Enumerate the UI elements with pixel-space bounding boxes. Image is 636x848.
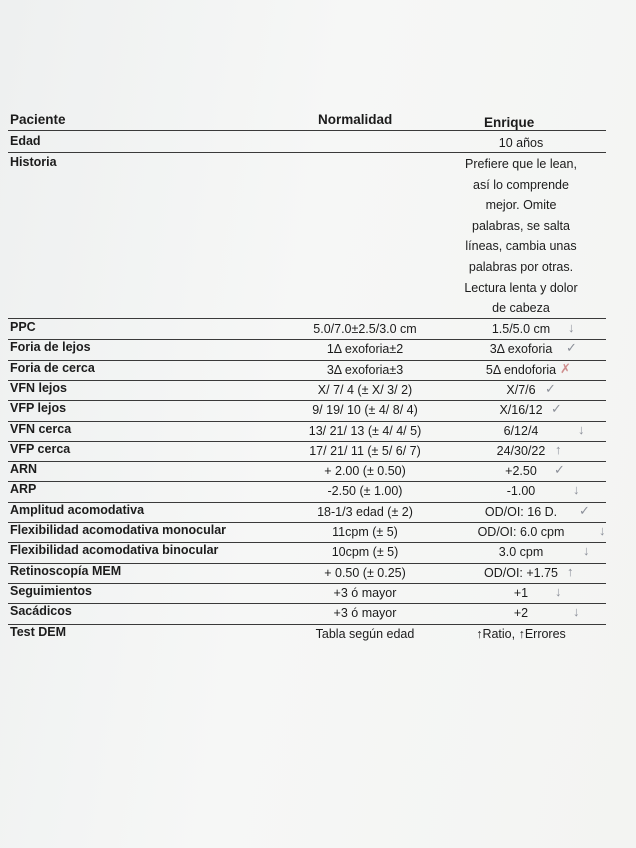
row-value: 1.5/5.0 cm xyxy=(491,322,551,336)
header-normalidad: Normalidad xyxy=(318,112,393,127)
row-rule xyxy=(8,380,606,381)
row-normal: + 0.50 (± 0.25) xyxy=(324,565,406,580)
row-label: Foria de cerca xyxy=(10,360,95,375)
arrow-up-mark: ↑ xyxy=(555,441,562,457)
historia-line: palabras por otras. xyxy=(468,259,574,274)
row-label: VFN lejos xyxy=(10,380,67,395)
check-mark: ✓ xyxy=(545,380,556,396)
row-value: 6/12/4 xyxy=(503,423,539,438)
row-rule xyxy=(8,461,606,462)
row-normal: 10cpm (± 5) xyxy=(331,545,399,560)
row-rule xyxy=(8,603,606,604)
row-rule xyxy=(8,481,606,482)
row-rule xyxy=(8,421,606,422)
row-normal: +3 ó mayor xyxy=(333,606,397,621)
row-normal: + 2.00 (± 0.50) xyxy=(324,464,406,479)
arrow-down-mark: ↓ xyxy=(555,583,562,599)
historia-line: palabras, se salta xyxy=(472,218,570,233)
row-label: VFP cerca xyxy=(10,441,71,456)
row-rule xyxy=(8,441,606,442)
row-value: 3Δ exoforia xyxy=(489,342,553,357)
row-rule xyxy=(8,152,606,153)
row-value: X/7/6 xyxy=(506,382,536,397)
row-value: OD/OI: 6.0 cpm xyxy=(477,525,565,539)
arrow-up-mark: ↑ xyxy=(567,563,574,579)
header-paciente: Paciente xyxy=(10,112,66,127)
row-label: Flexibilidad acomodativa monocular xyxy=(10,523,227,537)
row-normal: -2.50 (± 1.00) xyxy=(327,484,403,499)
historia-line: mejor. Omite xyxy=(485,198,557,213)
row-label: Retinoscopía MEM xyxy=(10,563,122,578)
row-label: Sacádicos xyxy=(10,604,72,619)
row-value: X/16/12 xyxy=(499,403,543,418)
row-normal: Tabla según edad xyxy=(315,626,415,641)
row-rule xyxy=(8,624,606,625)
row-value: +1 xyxy=(513,585,529,600)
historia-line: de cabeza xyxy=(492,301,550,316)
check-mark: ✓ xyxy=(554,462,565,478)
row-label: ARN xyxy=(10,462,38,477)
row-label: Historia xyxy=(10,155,57,169)
row-label: PPC xyxy=(10,320,36,334)
row-value: 10 años xyxy=(498,136,544,150)
row-rule xyxy=(8,318,606,319)
row-label: Test DEM xyxy=(10,624,67,639)
row-label: VFN cerca xyxy=(10,421,72,436)
arrow-down-mark: ↓ xyxy=(573,482,580,498)
row-rule xyxy=(8,360,606,361)
row-value: OD/OI: 16 D. xyxy=(484,504,558,519)
header-rule xyxy=(8,130,606,131)
check-mark: ✓ xyxy=(579,502,590,518)
row-normal: 1Δ exoforia±2 xyxy=(326,342,404,357)
row-value: 5Δ endoforia xyxy=(485,362,557,377)
row-value: OD/OI: +1.75 xyxy=(484,565,558,580)
row-label: Amplitud acomodativa xyxy=(10,502,145,517)
header-enrique: Enrique xyxy=(484,115,535,130)
row-label: Flexibilidad acomodativa binocular xyxy=(10,543,219,558)
check-mark: ✓ xyxy=(551,401,562,417)
arrow-down-mark: ↓ xyxy=(578,421,585,437)
row-normal: +3 ó mayor xyxy=(333,585,397,600)
row-value: 3.0 cpm xyxy=(498,545,544,560)
row-rule xyxy=(8,339,606,340)
row-normal: 13/ 21/ 13 (± 4/ 4/ 5) xyxy=(308,423,422,438)
row-normal: X/ 7/ 4 (± X/ 3/ 2) xyxy=(317,382,413,397)
historia-line: líneas, cambia unas xyxy=(465,239,577,254)
row-label: Foria de lejos xyxy=(10,340,91,355)
cross-mark: ✗ xyxy=(560,360,571,376)
row-normal: 5.0/7.0±2.5/3.0 cm xyxy=(313,322,417,336)
row-value: ↑Ratio, ↑Errores xyxy=(476,626,566,641)
row-value: +2 xyxy=(513,606,529,621)
arrow-down-mark: ↓ xyxy=(568,320,575,335)
row-label: Seguimientos xyxy=(10,583,92,598)
row-label: ARP xyxy=(10,482,37,497)
row-normal: 18-1/3 edad (± 2) xyxy=(317,504,413,519)
table-header xyxy=(0,108,636,130)
row-normal: 11cpm (± 5) xyxy=(332,525,398,539)
row-value: -1.00 xyxy=(506,484,536,499)
historia-line: Prefiere que le lean, xyxy=(465,157,577,171)
historia-line: así lo comprende xyxy=(473,177,569,192)
row-value: 24/30/22 xyxy=(496,443,546,458)
historia-line: Lectura lenta y dolor xyxy=(464,280,578,295)
check-mark: ✓ xyxy=(566,340,577,356)
row-rule xyxy=(8,400,606,401)
arrow-down-mark: ↓ xyxy=(599,523,606,538)
row-label: VFP lejos xyxy=(10,401,67,416)
row-normal: 3Δ exoforia±3 xyxy=(326,362,404,377)
row-normal: 9/ 19/ 10 (± 4/ 8/ 4) xyxy=(312,403,418,418)
arrow-down-mark: ↓ xyxy=(573,604,580,620)
row-value: +2.50 xyxy=(505,464,537,479)
row-label: Edad xyxy=(10,134,41,148)
historia-text xyxy=(446,154,596,319)
row-normal: 17/ 21/ 11 (± 5/ 6/ 7) xyxy=(309,443,421,458)
row-rule xyxy=(8,583,606,584)
arrow-down-mark: ↓ xyxy=(583,543,590,559)
